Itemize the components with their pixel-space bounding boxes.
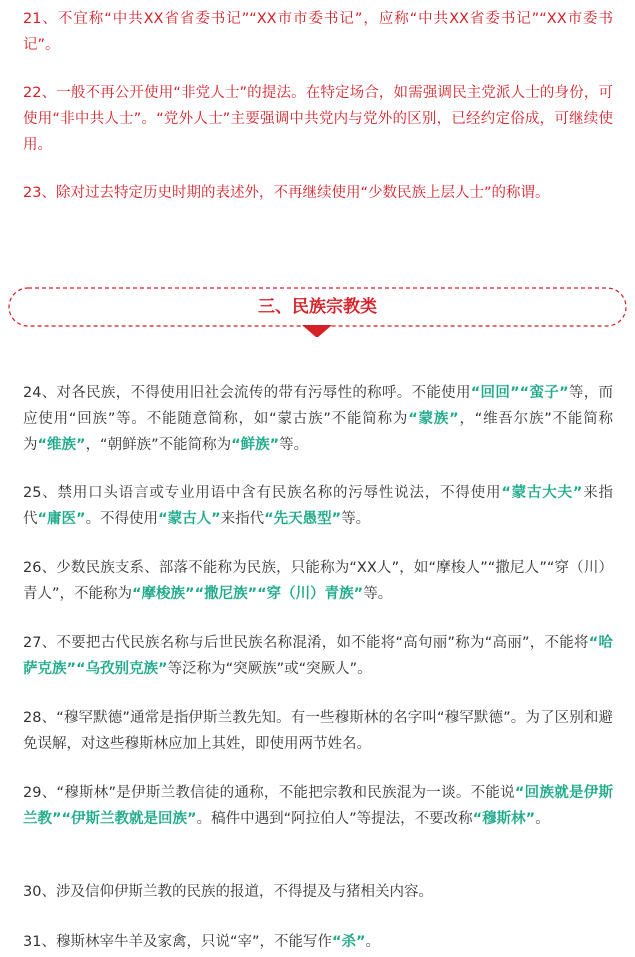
item-24-text-b: 等，而应使用“回族”等。不能随意简称，如“蒙古族”不能简称为 — [23, 385, 614, 427]
item-29-text-b: 。稿件中遇到“阿拉伯人”等提法，不要改称 — [196, 811, 473, 827]
item-26 — [23, 555, 613, 607]
item-25-highlight-4: “先天愚型” — [264, 511, 342, 527]
item-25-text-a: 25、禁用口头语言或专业用语中含有民族名称的污辱性说法，不得使用 — [23, 485, 502, 501]
item-31-highlight-1: “杀” — [331, 934, 366, 950]
item-31 — [23, 929, 613, 955]
item-27-text-a: 27、不要把古代民族名称与后世民族名称混淆，如不能将“高句丽”称为“高丽”，不能将 — [23, 635, 589, 651]
item-29-text-c: 。 — [535, 811, 550, 827]
item-25-text-c: 。不得使用 — [85, 511, 159, 527]
item-26-text-b: 等。 — [363, 586, 393, 602]
item-25-highlight-2: “庸医” — [37, 511, 86, 527]
section-title: 三、民族宗教类 — [258, 297, 377, 317]
item-25 — [23, 480, 613, 532]
item-25-text-e: 等。 — [341, 511, 371, 527]
item-31-text-a: 31、穆斯林宰牛羊及家禽，只说“宰”，不能写作 — [23, 934, 332, 950]
item-24-highlight-1: “回回”“蛮子” — [470, 385, 569, 401]
item-24 — [23, 380, 613, 458]
item-27 — [23, 630, 613, 682]
item-27-text-b: 等泛称为“突厥族”或“突厥人”。 — [167, 661, 372, 677]
item-25-highlight-1: “蒙古大夫” — [501, 485, 583, 501]
item-25-highlight-3: “蒙古人” — [158, 511, 221, 527]
item-26-highlight-1: “摩梭族”“撒尼族”“穿（川）青族” — [132, 586, 364, 602]
item-29-highlight-1: “回族就是伊斯兰教”“伊斯兰教就是回族” — [23, 785, 613, 827]
item-24-text-d: ，“朝鲜族”不能简称为 — [85, 437, 232, 453]
item-24-highlight-2: “蒙族” — [408, 411, 459, 427]
item-25-text-b: 来指代 — [23, 485, 614, 527]
item-29 — [23, 780, 613, 832]
item-22: 22、一般不再公开使用“非党人士”的提法。在特定场合，如需强调民主党派人士的身份，可使用“非中共人士”。“党外人士”主要强调中共党内与党外的区别，已经约定俗成，可继续使用。 — [23, 85, 613, 153]
item-28 — [23, 705, 613, 757]
item-30 — [23, 879, 613, 905]
item-28-text-a: 28、“穆罕默德”通常是指伊斯兰教先知。有一些穆斯林的名字叫“穆罕默德”。为了区别和避免误解，对这些穆斯林应加上其姓，即使用两节姓名。 — [23, 710, 613, 752]
item-24-text-c: ，“维吾尔族”不能简称为 — [23, 411, 613, 453]
item-27-highlight-1: “哈萨克族”“乌孜别克族” — [23, 635, 614, 677]
section-banner — [8, 287, 627, 337]
item-24-text-a: 24、对各民族，不得使用旧社会流传的带有污辱性的称呼。不能使用 — [23, 385, 471, 401]
item-26-text-a: 26、少数民族支系、部落不能称为民族，只能称为“XX人”，如“摩梭人”“撒尼人”“穿（川）青人”，不能称为 — [23, 560, 613, 602]
item-29-highlight-2: “穆斯林” — [472, 811, 536, 827]
item-23: 23、除对过去特定历史时期的表述外，不再继续使用“少数民族上层人士”的称谓。 — [23, 185, 550, 201]
item-21: 21、不宜称“中共XX省省委书记”“XX市市委书记”，应称“中共XX省委书记”“XX市委书记”。 — [23, 11, 613, 53]
item-24-text-e: 等。 — [279, 437, 309, 453]
item-24-highlight-3: “维族” — [37, 437, 86, 453]
item-24-highlight-4: “鲜族” — [231, 437, 280, 453]
item-30-text-a: 30、涉及信仰伊斯兰教的民族的报道，不得提及与猪相关内容。 — [23, 884, 433, 900]
item-25-text-d: 来指代 — [220, 511, 265, 527]
item-29-text-a: 29、“穆斯林”是伊斯兰教信徒的通称，不能把宗教和民族混为一谈。不能说 — [23, 785, 515, 801]
item-31-text-b: 。 — [365, 934, 381, 950]
